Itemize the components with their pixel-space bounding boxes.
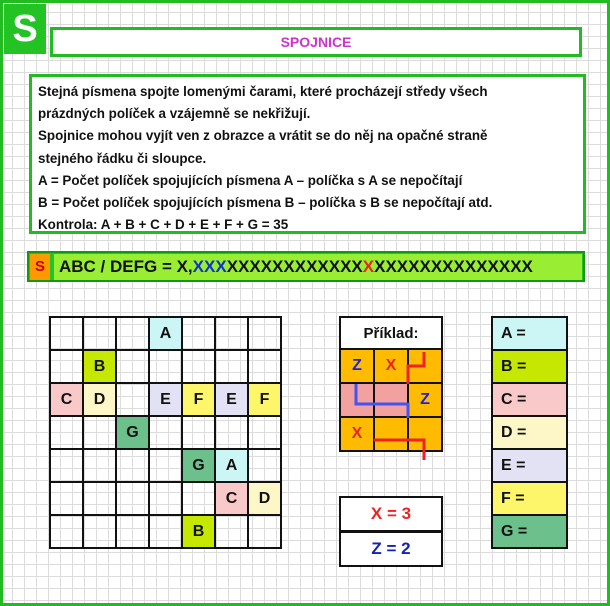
grid-cell-empty[interactable] (149, 350, 182, 383)
legend-answer-e[interactable]: E = (492, 449, 567, 482)
grid-cell-letter[interactable]: E (215, 383, 248, 416)
grid-cell-empty[interactable] (83, 515, 116, 548)
grid-cell-letter[interactable]: A (215, 449, 248, 482)
example-result-x: X = 3 (339, 496, 443, 532)
legend-row (492, 383, 567, 416)
legend-row (492, 449, 567, 482)
example-cell: X (374, 349, 408, 383)
example-grid (339, 316, 443, 452)
grid-row (50, 383, 281, 416)
grid-cell-empty[interactable] (50, 482, 83, 515)
grid-cell-empty[interactable] (248, 449, 281, 482)
example-result-z: Z = 2 (339, 531, 443, 567)
example-heading: Příklad: (340, 317, 442, 349)
example-cell (374, 417, 408, 451)
grid-cell-letter[interactable]: B (182, 515, 215, 548)
solution-field[interactable] (54, 254, 582, 280)
grid-cell-empty[interactable] (116, 350, 149, 383)
rule-line: prázdných políček a vzájemně se nekřižují. (38, 106, 311, 122)
grid-row (50, 515, 281, 548)
grid-cell-empty[interactable] (116, 449, 149, 482)
grid-cell-empty[interactable] (83, 416, 116, 449)
grid-cell-empty[interactable] (215, 515, 248, 548)
grid-cell-letter[interactable]: E (149, 383, 182, 416)
grid-cell-empty[interactable] (215, 317, 248, 350)
puzzle-grid (49, 316, 282, 549)
grid-cell-empty[interactable] (50, 350, 83, 383)
grid-cell-empty[interactable] (182, 350, 215, 383)
grid-cell-empty[interactable] (215, 350, 248, 383)
rule-line: Kontrola: A + B + C + D + E + F + G = 35 (38, 217, 289, 233)
grid-cell-empty[interactable] (116, 317, 149, 350)
example-cell (374, 383, 408, 417)
solution-red-part: X (362, 257, 375, 276)
legend-answer-c[interactable]: C = (492, 383, 567, 416)
grid-cell-letter[interactable]: C (215, 482, 248, 515)
example-cell: X (340, 417, 374, 451)
grid-cell-empty[interactable] (116, 383, 149, 416)
grid-cell-empty[interactable] (50, 416, 83, 449)
rule-line: B = Počet políček spojujících písmena B – políčka s B se nepočítají atd. (38, 195, 493, 211)
grid-cell-empty[interactable] (83, 317, 116, 350)
grid-row (50, 449, 281, 482)
example-cell (340, 383, 374, 417)
grid-cell-empty[interactable] (83, 482, 116, 515)
grid-cell-empty[interactable] (116, 515, 149, 548)
grid-cell-empty[interactable] (248, 317, 281, 350)
grid-cell-letter[interactable]: A (149, 317, 182, 350)
solution-marker: S (30, 254, 50, 280)
example-cell (408, 349, 442, 383)
legend-answer-a[interactable]: A = (492, 317, 567, 350)
legend-row (492, 317, 567, 350)
rule-line: A = Počet políček spojujících písmena A – políčka s A se nepočítají (38, 172, 463, 188)
legend-answer-g[interactable]: G = (492, 515, 567, 548)
example-cell: Z (340, 349, 374, 383)
grid-cell-letter[interactable]: D (83, 383, 116, 416)
legend-row (492, 515, 567, 548)
example-cell (408, 417, 442, 451)
grid-row (50, 317, 281, 350)
logo-badge: S (4, 4, 46, 54)
grid-cell-empty[interactable] (149, 515, 182, 548)
solution-prefix: ABC / DEFG = X, (59, 257, 193, 276)
rules-box (29, 74, 586, 234)
rule-line: stejného řádku či sloupce. (38, 150, 207, 166)
page-title: SPOJNICE (50, 27, 582, 57)
grid-cell-letter[interactable]: F (182, 383, 215, 416)
grid-row (50, 482, 281, 515)
grid-cell-empty[interactable] (182, 482, 215, 515)
grid-cell-letter[interactable]: F (248, 383, 281, 416)
grid-cell-letter[interactable]: G (182, 449, 215, 482)
rule-line: Spojnice mohou vyjít ven z obrazce a vrátit se do něj na opačné straně (38, 128, 488, 144)
legend-row (492, 482, 567, 515)
grid-cell-empty[interactable] (182, 317, 215, 350)
grid-cell-empty[interactable] (50, 449, 83, 482)
grid-cell-empty[interactable] (50, 515, 83, 548)
grid-cell-empty[interactable] (215, 416, 248, 449)
grid-cell-empty[interactable] (248, 350, 281, 383)
grid-cell-empty[interactable] (182, 416, 215, 449)
solution-blue-part: XXX (192, 257, 227, 276)
grid-cell-empty[interactable] (83, 449, 116, 482)
legend-answer-f[interactable]: F = (492, 482, 567, 515)
grid-cell-empty[interactable] (248, 515, 281, 548)
example-cell: Z (408, 383, 442, 417)
grid-cell-empty[interactable] (149, 482, 182, 515)
legend-row (492, 350, 567, 383)
grid-cell-empty[interactable] (116, 482, 149, 515)
solution-end-part: XXXXXXXXXXXXXX (374, 257, 533, 276)
rule-line: Stejná písmena spojte lomenými čarami, které procházejí středy všech (38, 84, 488, 99)
legend-answer-d[interactable]: D = (492, 416, 567, 449)
grid-cell-empty[interactable] (248, 416, 281, 449)
grid-cell-empty[interactable] (149, 449, 182, 482)
grid-cell-letter[interactable]: B (83, 350, 116, 383)
legend-row (492, 416, 567, 449)
legend-answer-b[interactable]: B = (492, 350, 567, 383)
grid-cell-letter[interactable]: G (116, 416, 149, 449)
grid-row (50, 416, 281, 449)
grid-cell-letter[interactable]: C (50, 383, 83, 416)
grid-cell-letter[interactable]: D (248, 482, 281, 515)
grid-row (50, 350, 281, 383)
solution-mid-part: XXXXXXXXXXXX (226, 257, 363, 276)
answer-legend (491, 316, 568, 549)
grid-cell-empty[interactable] (50, 317, 83, 350)
grid-cell-empty[interactable] (149, 416, 182, 449)
